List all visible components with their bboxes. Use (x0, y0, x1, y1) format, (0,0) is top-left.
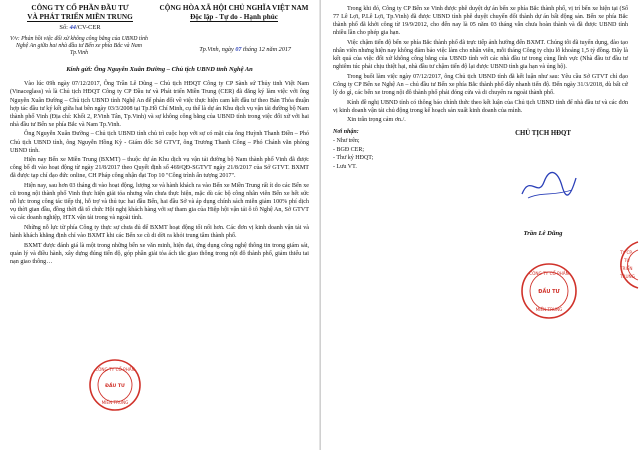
date-line (199, 46, 291, 57)
recipient-item: - Lưu VT. (333, 163, 357, 170)
recipients-block (333, 128, 453, 238)
body-paragraph: Ông Nguyễn Xuân Đường – Chủ tịch UBND tỉnh chủ trì cuộc họp với sự có mặt của ông Huỳnh Thanh Điền – Phó Chủ tịch UBND tỉnh, ông Nguyễn Hồng Kỳ - Giám đốc Sở GTVT, ông Trương Thanh Công – Phó Chánh văn phòng UBND tỉnh. (10, 131, 309, 154)
svg-text:TƯ: TƯ (624, 258, 631, 263)
body-paragraph: Vào lúc 09h ngày 07/12/2017, Ông Trần Lê Dũng – Chủ tịch HĐQT Công ty CP Sành sứ Thủy tinh Việt Nam (Vinaceglass) và là Chủ tịch HĐQT Công ty CP Đầu tư và Phát triển Miền Trung (CER) đã đăng ký làm việc với ông Nguyễn Xuân Đường – Chủ tịch UBND tỉnh Nghệ An để phản đối về việc thực hiện cam kết đầu tư theo Bản Thỏa thuận hợp tác đầu tư ký kết giữa hai bên ngày 03/3/2008 tại Tp.Hồ Chí Minh, cụ thể là dự án Khu dịch vụ vận tải đường bộ Nam thành phố Vinh (Địa chỉ: Khối 2, P.Vinh Tân, Tp.Vinh) và sự không công bằng của UBND tỉnh trong việc đối xử với hai nhà đầu tư Bến xe phía Bắc và Nam Tp.Vinh. (10, 81, 309, 128)
svg-text:TRIỂN: TRIỂN (620, 266, 633, 271)
document-number-handwritten: 44 (69, 24, 76, 32)
date-suffix: tháng 12 năm 2017 (243, 46, 291, 54)
handwritten-signature (518, 168, 578, 202)
document-number (10, 24, 150, 32)
date-day-handwritten: 07 (235, 46, 242, 54)
company-seal-stamp-partial (598, 240, 640, 290)
company-seal-stamp (88, 358, 142, 412)
signer-name: Trần Lê Dũng (523, 230, 563, 238)
body-paragraph: BXMT được đánh giá là một trong những bến xe văn minh, hiện đại, ứng dụng công nghệ thông tin trong giám sát, quản lý và điều hành, xây dựng đúng tiến độ, góp phần giải tỏa ách tắc giao thông trong nội đô thành phố, giảm thiểu tai nạn giao thông… (10, 242, 309, 265)
recipient-item: - Thư ký HĐQT; (333, 155, 374, 162)
seal-text-mid: ĐẦU TƯ (105, 384, 125, 389)
body-paragraph: Hiện nay, sau hơn 03 tháng đi vào hoạt động, lượng xe và hành khách ra vào Bến xe Miền Trung rất ít do các Bến xe cũ trong nội thành phố Vinh thực hiện giải tỏa nhưng vẫn chưa thực hiện, mặc dù các bộ công nhân viên Bến xe hết sức nỗ lực trong công tác tiếp thị, hỗ trợ và thủ tục hai đầu Bến, hai đầu Sở và áp dụng chính sách miễn giảm 100% phí dịch vụ thời gian đầu, đồng thời đã tổ chức Hội nghị khách hàng với sự tham gia của Hiệp hội vận tải ô tô Nghệ An, Sở GTVT và các doanh nghiệp, HTX vận tải trong và ngoài tỉnh. (10, 183, 309, 222)
subject-date-row (10, 36, 309, 57)
letter-header (10, 4, 309, 32)
republic-header (159, 4, 309, 32)
recipient-item: - BGĐ CER; (333, 146, 365, 153)
svg-text:TY CP: TY CP (620, 250, 632, 255)
seal-text-top: CÔNG TY CỔ PHẦN (95, 367, 135, 372)
body-paragraph: Những nỗ lực từ phía Công ty thực sự chưa đủ để BXMT hoạt động tối nổi hơn. Các đơn vị kinh doanh vận tải và hành khách khẳng định chỉ vào BXMT khi các Bến xe cũ di dời ra khỏi trung tâm thành phố. (10, 224, 309, 240)
body-paragraph: Trong buổi làm việc ngày 07/12/2017, ông Chủ tịch UBND tỉnh đã kết luận như sau: Yêu cầu Sở GTVT chỉ đạo Công ty CP Bến xe Nghệ An – chủ đầu tư Bến xe phía Bắc thành phố đẩy nhanh tiến độ. Đến ngày 31/3/2018, dù bất cứ lý do gì, các bến xe trong nội đô thành phố phải đóng cửa và di chuyển ra ngoài thành phố. (333, 73, 628, 96)
seal-text-bottom: MIỀN TRUNG (101, 400, 129, 405)
document-number-prefix: Số: (59, 24, 68, 32)
body-paragraph: Trong khi đó, Công ty CP Bến xe Vinh được phê duyệt dự án bến xe phía Bắc thành phố, vị trí bến xe hiện tại (Số 77 Lê Lợi, P.Lê Lợi, Tp.Vinh) đã được UBND tỉnh phê duyệt chuyển đổi thành dự án bất động sản. Bến xe phía Bắc thành phố đã khởi công từ 19/9/2012, cho đến nay là 05 năm 03 tháng vẫn chưa hoàn thành và đã được UBND tỉnh nhiều lần cho phép gia hạn. (333, 6, 628, 37)
company-header (10, 4, 150, 32)
recipient-item: - Như trên; (333, 137, 360, 144)
body-paragraph: Kính đề nghị UBND tỉnh có thông báo chính thức theo kết luận của Chủ tịch UBND tỉnh để nhà đầu tư và các đơn vị kinh doanh vận tải chủ động trong kế hoạch sản xuất kinh doanh của mình. (333, 99, 628, 114)
body-paragraph: Hiện nay Bến xe Miền Trung (BXMT) – thuộc dự án Khu dịch vụ vận tải đường bộ Nam thành phố Vinh đã được công bố đi vào hoạt động từ ngày 21/8/2017 theo Quyết định số 469/QĐ-SGTVT ngày 21/8/2017 của Sở GTVT. BXMT đã được tạp chí đạo đức online, CH Pháp công nhận đạt Top 10 "Công trình ấn tượng 2017". (10, 157, 309, 180)
date-prefix: Tp.Vinh, ngày (199, 46, 234, 54)
signature-block (458, 128, 628, 238)
svg-text:TRUNG: TRUNG (620, 274, 635, 279)
signature-area (333, 128, 628, 238)
closing-line: Xin trân trọng cảm ơn./. (347, 117, 406, 124)
svg-text:MIỀN TRUNG: MIỀN TRUNG (535, 307, 563, 312)
body-paragraph: Việc chậm tiến độ bến xe phía Bắc thành phố đã trực tiếp ảnh hưởng đến BXMT. Chúng tôi đã tuyển dụng, đào tạo nhân viên nhưng hiện nay không đảm bảo việc làm cho nhân viên, mỗi tháng Công ty chịu lỗ khoảng 1,5 tỷ đồng. Đây là kết quả của việc đối xử không công bằng của UBND tỉnh với các nhà đầu tư trong cùng lĩnh vực (Nhà đầu tư đầu tư nghiêm túc phải chịu thiệt hại, nhà đầu tư chậm tiến độ lại được UBND tỉnh gia hạn và ủng hộ). (333, 39, 628, 71)
signer-title: CHỦ TỊCH HĐQT (515, 130, 571, 138)
document-number-suffix: /CV-CER (75, 24, 101, 32)
svg-text:ĐẦU TƯ: ĐẦU TƯ (538, 289, 560, 295)
signature-seal-stamp (519, 261, 579, 321)
republic-line1: CỘNG HÒA XÃ HỘI CHỦ NGHĨA VIỆT NAM (159, 4, 309, 12)
subject-line: V/v: Phản hồi việc đối xử không công bằng của UBND tỉnh Nghệ An giữa hai nhà đầu tư Bến xe phía Bắc và Nam Tp.Vinh (10, 36, 148, 57)
document-page-right (320, 0, 640, 450)
company-name-line2: VÀ PHÁT TRIỂN MIỀN TRUNG (27, 12, 133, 21)
republic-motto: Độc lập - Tự do - Hạnh phúc (190, 12, 278, 21)
greeting: Kính gửi: Ông Nguyễn Xuân Đường – Chủ tịch UBND tỉnh Nghệ An (66, 66, 253, 74)
recipients-title: Nơi nhận: (333, 129, 359, 136)
company-name-line1: CÔNG TY CỔ PHẦN ĐẦU TƯ (31, 4, 129, 12)
svg-text:CÔNG TY CỔ PHẦN: CÔNG TY CỔ PHẦN (529, 271, 569, 276)
